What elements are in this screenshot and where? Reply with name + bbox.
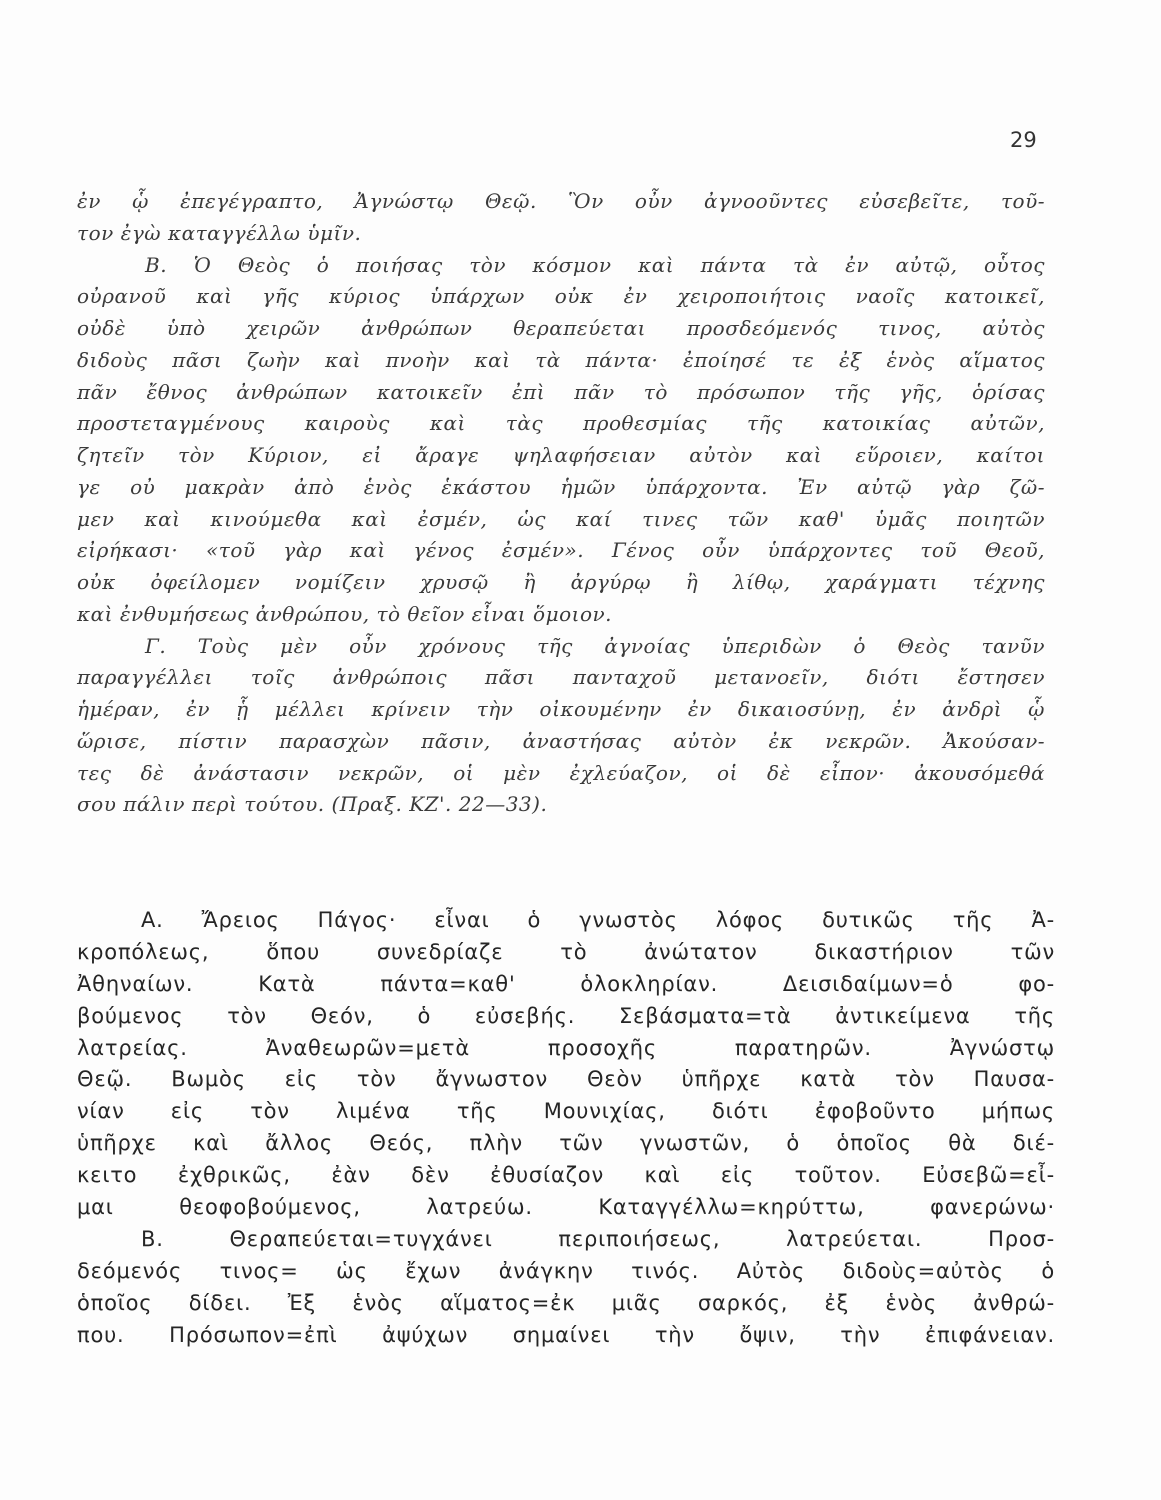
passage-line: οὐδὲ ὑπὸ χειρῶν ἀνθρώπων θεραπεύεται προσδεόμενός τινος, αὐτὸς <box>77 316 1045 340</box>
passage-line: οὐκ ὀφείλομεν νομίζειν χρυσῷ ἢ ἀργύρῳ ἢ λίθῳ, χαράγματι τέχνης <box>77 570 1045 594</box>
note-line: νίαν εἰς τὸν λιμένα τῆς Μουνιχίας, διότι ἐφοβοῦντο μήπως <box>77 1099 1055 1124</box>
note-line: ὁποῖος δίδει. Ἐξ ἑνὸς αἵματος=ἐκ μιᾶς σαρκός, ἐξ ἑνὸς ἀνθρώ- <box>77 1290 1055 1315</box>
page-number: 29 <box>1010 128 1037 152</box>
note-line: κροπόλεως, ὅπου συνεδρίαζε τὸ ἀνώτατον δικαστήριον τῶν <box>77 939 1055 964</box>
passage-line: σου πάλιν περὶ τούτου. (Πραξ. ΚΖ'. 22—33). <box>77 792 548 817</box>
passage-line: γε οὐ μακρὰν ἀπὸ ἑνὸς ἑκάστου ἡμῶν ὑπάρχοντα. Ἐν αὐτῷ γὰρ ζῶ- <box>77 474 1045 499</box>
passage-line: διδοὺς πᾶσι ζωὴν καὶ πνοὴν καὶ τὰ πάντα· ἐποίησέ τε ἐξ ἑνὸς αἵματος <box>77 347 1045 372</box>
explanatory-notes <box>77 905 1055 1351</box>
scripture-passage <box>77 186 1045 821</box>
passage-line: ἡμέραν, ἐν ᾗ μέλλει κρίνειν τὴν οἰκουμένην ἐν δικαιοσύνῃ, ἐν ἀνδρὶ ᾧ <box>77 697 1045 721</box>
passage-line: οὐρανοῦ καὶ γῆς κύριος ὑπάρχων οὐκ ἐν χειροποιήτοις ναοῖς κατοικεῖ, <box>77 284 1045 309</box>
passage-line: εἰρήκασι· «τοῦ γὰρ καὶ γένος ἐσμέν». Γένος οὖν ὑπάρχοντες τοῦ Θεοῦ, <box>77 538 1045 563</box>
passage-line: μεν καὶ κινούμεθα καὶ ἐσμέν, ὡς καί τινες τῶν καθ' ὑμᾶς ποιητῶν <box>77 506 1045 531</box>
note-line: βούμενος τὸν Θεόν, ὁ εὐσεβής. Σεβάσματα=τὰ ἀντικείμενα τῆς <box>77 1003 1055 1028</box>
passage-line: τες δὲ ἀνάστασιν νεκρῶν, οἱ μὲν ἐχλεύαζον, οἱ δὲ εἶπον· ἀκουσόμεθά <box>77 760 1045 785</box>
passage-line: παραγγέλλει τοῖς ἀνθρώποις πᾶσι πανταχοῦ μετανοεῖν, διότι ἔστησεν <box>77 665 1045 690</box>
note-line: Β. Θεραπεύεται=τυγχάνει περιποιήσεως, λατρεύεται. Προσ- <box>141 1226 1055 1251</box>
passage-line: ἐν ᾧ ἐπεγέγραπτο, Ἀγνώστῳ Θεῷ. Ὃν οὖν ἀγνοοῦντες εὐσεβεῖτε, τοῦ- <box>77 189 1045 213</box>
note-line: κειτο ἐχθρικῶς, ἐὰν δὲν ἐθυσίαζον καὶ εἰς τοῦτον. Εὐσεβῶ=εἶ- <box>77 1163 1055 1188</box>
note-line: Α. Ἄρειος Πάγος· εἶναι ὁ γνωστὸς λόφος δυτικῶς τῆς Ἀ- <box>141 908 1055 932</box>
note-line: λατρείας. Ἀναθεωρῶν=μετὰ προσοχῆς παρατηρῶν. Ἀγνώστῳ <box>77 1035 1055 1060</box>
passage-line: ζητεῖν τὸν Κύριον, εἰ ἄραγε ψηλαφήσειαν αὐτὸν καὶ εὕροιεν, καίτοι <box>77 443 1045 467</box>
note-line: μαι θεοφοβούμενος, λατρεύω. Καταγγέλλω=κηρύττω, φανερώνω· <box>77 1195 1055 1220</box>
passage-line: Β. Ὁ Θεὸς ὁ ποιήσας τὸν κόσμον καὶ πάντα τὰ ἐν αὐτῷ, οὗτος <box>145 252 1045 277</box>
passage-line: τον ἐγὼ καταγγέλλω ὑμῖν. <box>77 220 362 245</box>
note-line: δεόμενός τινος= ὡς ἔχων ἀνάγκην τινός. Αὐτὸς διδοὺς=αὐτὸς ὁ <box>77 1258 1055 1283</box>
note-line: Θεῷ. Βωμὸς εἰς τὸν ἄγνωστον Θεὸν ὑπῆρχε κατὰ τὸν Παυσα- <box>77 1067 1055 1092</box>
passage-line: καὶ ἐνθυμήσεως ἀνθρώπου, τὸ θεῖον εἶναι ὅμοιον. <box>77 601 613 626</box>
passage-line: ὥρισε, πίστιν παρασχὼν πᾶσιν, ἀναστήσας αὐτὸν ἐκ νεκρῶν. Ἀκούσαν- <box>77 728 1045 753</box>
passage-line: προστεταγμένους καιροὺς καὶ τὰς προθεσμίας τῆς κατοικίας αὐτῶν, <box>77 411 1045 436</box>
passage-line: Γ. Τοὺς μὲν οὖν χρόνους τῆς ἀγνοίας ὑπεριδὼν ὁ Θεὸς τανῦν <box>145 633 1045 658</box>
passage-line: πᾶν ἔθνος ἀνθρώπων κατοικεῖν ἐπὶ πᾶν τὸ πρόσωπον τῆς γῆς, ὁρίσας <box>77 379 1045 404</box>
note-line: ὑπῆρχε καὶ ἄλλος Θεός, πλὴν τῶν γνωστῶν, ὁ ὁποῖος θὰ διέ- <box>77 1131 1055 1156</box>
note-line: Ἀθηναίων. Κατὰ πάντα=καθ' ὁλοκληρίαν. Δεισιδαίμων=ὁ φο- <box>77 971 1055 996</box>
note-line: που. Πρόσωπον=ἐπὶ ἀψύχων σημαίνει τὴν ὄψιν, τὴν ἐπιφάνειαν. <box>77 1322 1055 1347</box>
